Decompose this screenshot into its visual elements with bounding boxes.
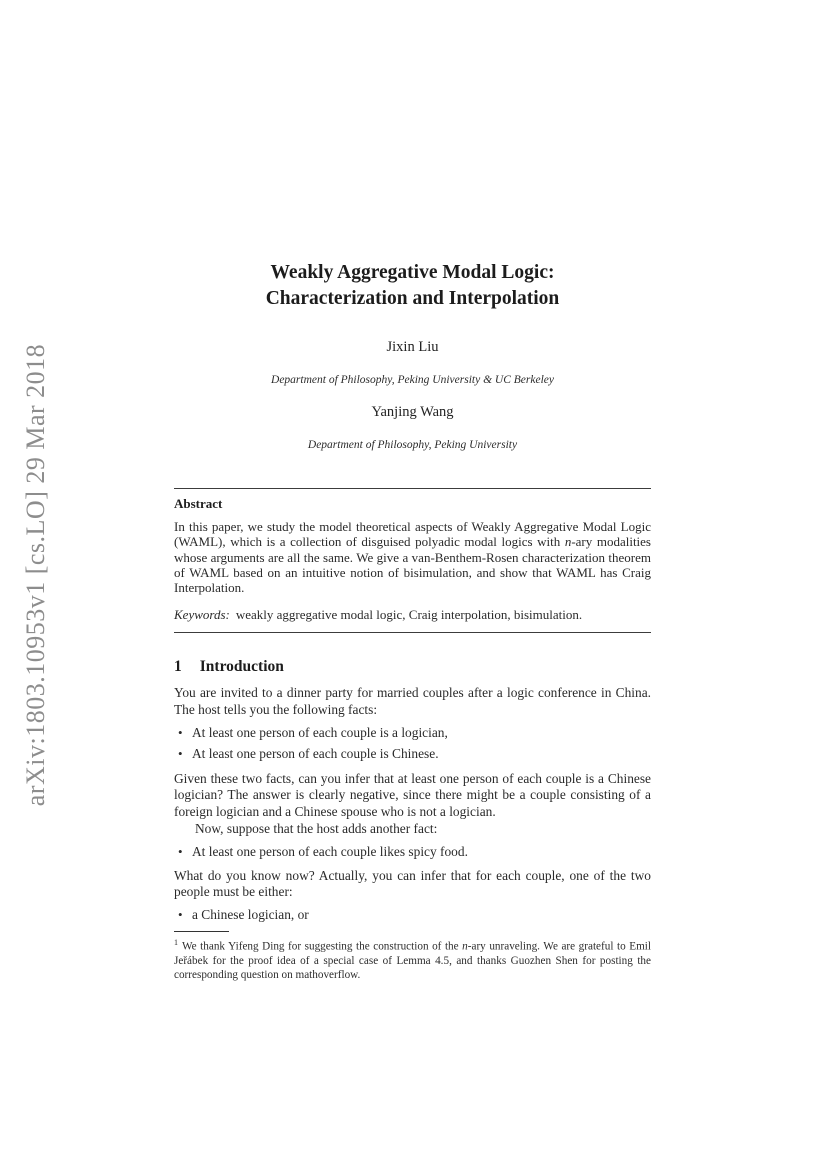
footnote-rule [174,931,229,932]
footnote-text [174,936,651,982]
footnote-section [174,931,651,982]
bullet-item: • a Chinese logician, or [174,907,651,924]
arxiv-stamp: arXiv:1803.10953v1 [cs.LO] 29 Mar 2018 [21,343,50,807]
abstract-text-part2: -ary modalities whose arguments are all the same. We give a van-Benthem-Rosen characterization theorem of WAML based on an intuitive notion of bisimulation, and show that WAML has Craig Interpolation. [174,534,651,596]
footnote-text-part1: We thank Yifeng Ding for suggesting the construction of the [182,940,463,953]
intro-bullet-list-3 [174,907,651,924]
abstract-math-n: n [564,534,572,550]
intro-paragraph-1: You are invited to a dinner party for married couples after a logic conference in China. The host tells you the following facts: [174,685,651,718]
intro-bullet-list-2 [174,844,651,861]
author-affiliation-1: Department of Philosophy, Peking University & UC Berkeley [271,374,554,386]
intro-paragraph-2: Given these two facts, can you infer that at least one person of each couple is a Chinese logician? The answer is clearly negative, since there might be a couple consisting of a foreign logician and a Chinese spouse who is not a logician. [174,770,651,820]
section-title: Introduction [199,658,284,676]
paper-title-line1: Weakly Aggregative Modal Logic: [270,262,555,283]
intro-paragraph-3: What do you know now? Actually, you can infer that for each couple, one of the two people must be either: [174,867,651,900]
author-name-1: Jixin Liu [386,339,439,355]
keywords-line [174,607,651,622]
paper-title [174,260,651,312]
abstract-section [174,488,651,633]
footnote-text-part2: -ary unraveling. We are grateful to Emil Jeřábek for the proof idea of a special case of Lemma 4.5, and thanks Guozhen Shen for posting the corresponding question on mathoverflow. [174,940,651,981]
intro-bullet-list-1 [174,725,651,763]
abstract-text [174,519,651,595]
footnote-math-n: n [462,940,468,953]
abstract-heading: Abstract [174,496,223,511]
author-name-2: Yanjing Wang [371,404,454,420]
author-affiliation-2: Department of Philosophy, Peking University [307,439,518,451]
bullet-item: • At least one person of each couple likes spicy food. [174,844,651,861]
bullet-item: • At least one person of each couple is a logician, [174,725,651,742]
paper-title-line2: Characterization and Interpolation [265,288,560,309]
abstract-top-rule [174,488,651,489]
section-heading-introduction [174,656,651,677]
abstract-bottom-rule [174,632,651,633]
bullet-item: • At least one person of each couple is Chinese. [174,746,651,763]
abstract-text-part1: In this paper, we study the model theoretical aspects of Weakly Aggregative Modal Logic (WAML), which is a collection of disguised polyadic modal logics with [174,519,651,550]
section-number: 1 [174,658,182,676]
intro-paragraph-2-continued: Now, suppose that the host adds another fact: [195,821,438,837]
keywords-text: weakly aggregative modal logic, Craig interpolation, bisimulation. [235,607,583,623]
keywords-label: Keywords: [174,607,230,623]
footnote-marker: 1 [174,938,178,947]
paper-content [174,260,651,924]
